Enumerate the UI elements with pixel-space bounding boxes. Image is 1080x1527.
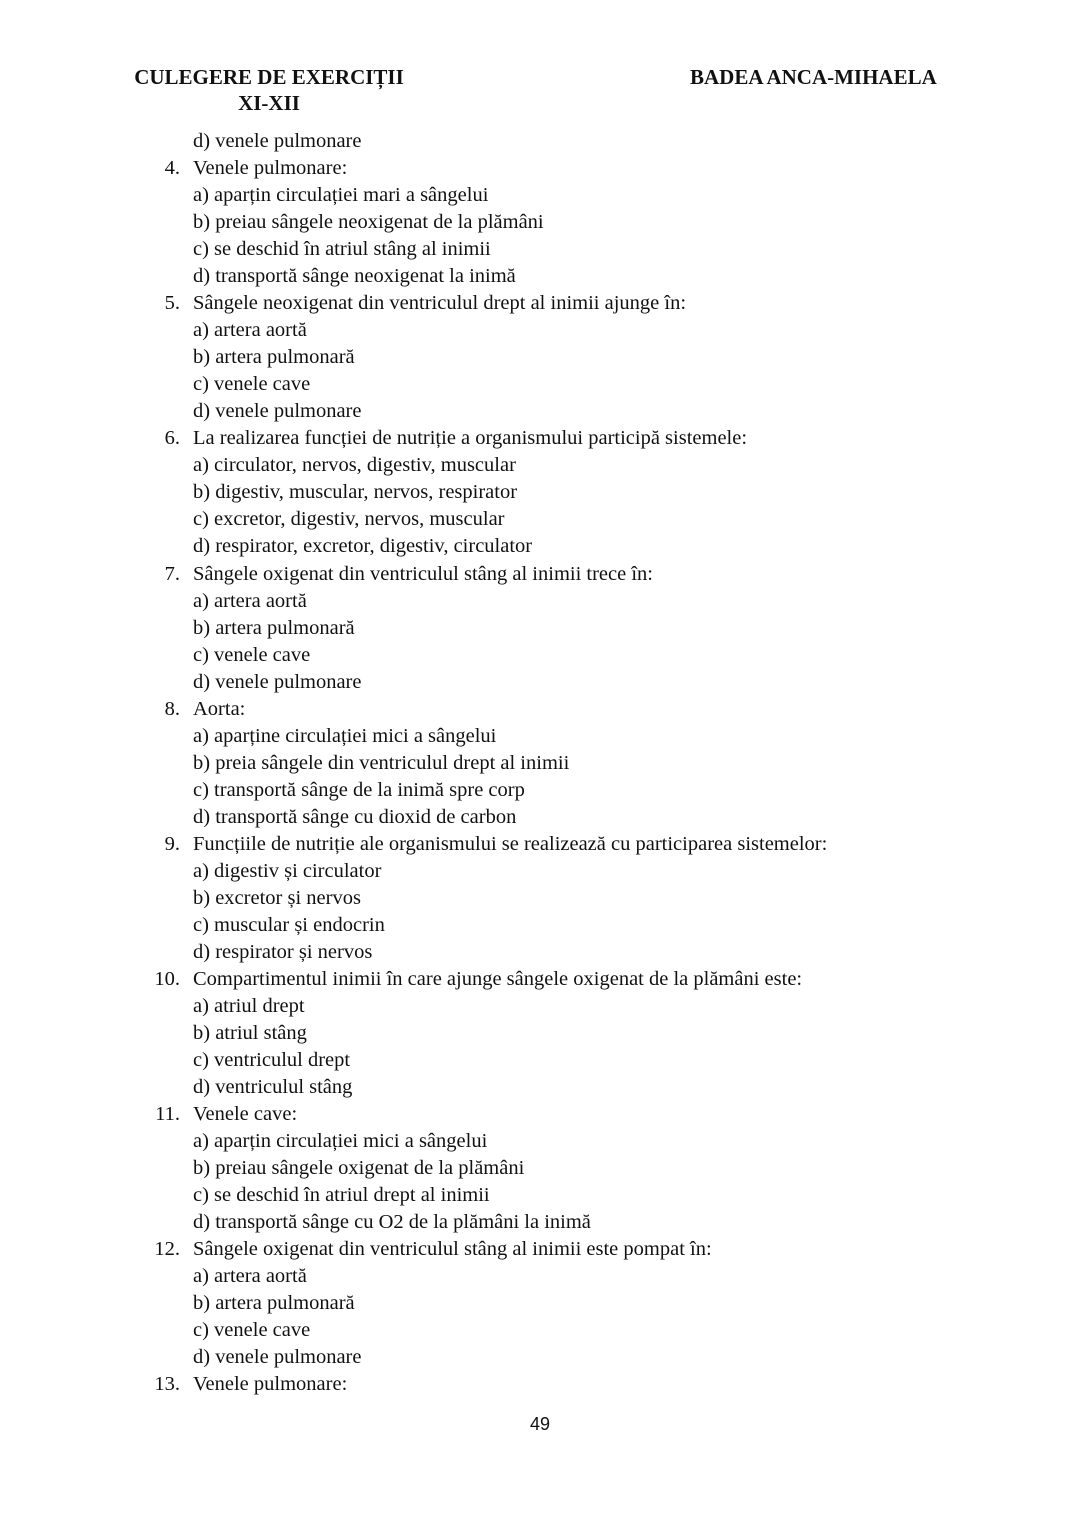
question-number: 10.: [154, 967, 180, 990]
answer-option: a) artera aortă: [193, 589, 307, 612]
answer-option: d) venele pulmonare: [193, 400, 362, 423]
answer-option: d) transportă sânge cu dioxid de carbon: [193, 805, 517, 828]
question-number: 5.: [164, 292, 180, 315]
question-number: 8.: [164, 697, 180, 720]
answer-option: d) venele pulmonare: [193, 1346, 362, 1369]
book-title: [128, 64, 410, 116]
answer-option: b) artera pulmonară: [193, 616, 355, 639]
answer-option: a) atriul drept: [193, 995, 305, 1017]
answer-option: d) respirator, excretor, digestiv, circulator: [193, 535, 533, 558]
answer-option: d) venele pulmonare: [193, 670, 362, 693]
answer-option: a) aparțin circulației mari a sângelui: [193, 184, 489, 207]
answer-option: c) ventriculul drept: [193, 1049, 351, 1072]
question-text: Venele pulmonare:: [193, 1373, 348, 1396]
answer-option: c) venele cave: [193, 373, 311, 396]
answer-option: b) preiau sângele neoxigenat de la plămâni: [193, 211, 544, 234]
answer-option: a) circulator, nervos, digestiv, muscular: [193, 454, 516, 477]
answer-option: d) ventriculul stâng: [193, 1076, 353, 1099]
answer-option: a) aparțin circulației mici a sângelui: [193, 1130, 488, 1153]
answer-option: c) venele cave: [193, 1319, 311, 1342]
answer-option: b) preia sângele din ventriculul drept al inimii: [193, 751, 570, 774]
question-11: [0, 1101, 1080, 1236]
question-text: Venele cave:: [193, 1103, 298, 1126]
question-text: Venele pulmonare:: [193, 157, 348, 180]
question-13: [0, 1371, 1080, 1398]
answer-option: c) se deschid în atriul drept al inimii: [193, 1184, 490, 1207]
answer-option: b) excretor și nervos: [193, 886, 361, 909]
answer-option: c) transportă sânge de la inimă spre corp: [193, 778, 525, 801]
question-text: La realizarea funcției de nutriție a organismului participă sistemele:: [193, 427, 748, 450]
question-10: [0, 966, 1080, 1101]
answer-option: d) venele pulmonare: [193, 130, 362, 152]
question-text: Sângele neoxigenat din ventriculul drept al inimii ajunge în:: [193, 292, 687, 315]
answer-option: d) respirator și nervos: [193, 940, 373, 963]
question-number: 13.: [154, 1373, 180, 1396]
answer-option: c) excretor, digestiv, nervos, muscular: [193, 508, 505, 531]
question-number: 4.: [164, 157, 180, 180]
question-text: Aorta:: [193, 697, 246, 720]
answer-option: a) aparține circulației mici a sângelui: [193, 724, 497, 747]
question-text: Sângele oxigenat din ventriculul stâng al inimii trece în:: [193, 562, 653, 585]
answer-option: b) artera pulmonară: [193, 346, 355, 369]
answer-option: d) transportă sânge neoxigenat la inimă: [193, 265, 516, 288]
question-9: [0, 831, 1080, 966]
question-8: [0, 696, 1080, 831]
question-7: [0, 561, 1080, 696]
question-6: [0, 425, 1080, 560]
question-12: [0, 1236, 1080, 1371]
question-4: [0, 155, 1080, 290]
book-title-line2: XI-XII: [238, 91, 300, 115]
answer-option: c) venele cave: [193, 643, 311, 666]
answer-option: a) artera aortă: [193, 1265, 307, 1288]
answer-option: b) atriul stâng: [193, 1022, 307, 1045]
question-number: 6.: [164, 427, 180, 450]
author-name: BADEA ANCA-MIHAELA: [690, 65, 937, 89]
question-number: 11.: [155, 1103, 180, 1126]
answer-option: c) muscular și endocrin: [193, 913, 385, 936]
question-text: Sângele oxigenat din ventriculul stâng al inimii este pompat în:: [193, 1238, 712, 1261]
answer-option: c) se deschid în atriul stâng al inimii: [193, 238, 491, 261]
answer-option: d) transportă sânge cu O2 de la plămâni la inimă: [193, 1211, 591, 1234]
book-title-line1: CULEGERE DE EXERCIȚII: [134, 65, 404, 89]
question-text: Funcțiile de nutriție ale organismului se realizează cu participarea sistemelor:: [193, 832, 828, 855]
answer-option: a) digestiv și circulator: [193, 859, 382, 882]
question-text: Compartimentul inimii în care ajunge sângele oxigenat de la plămâni este:: [193, 967, 803, 990]
page-number: 49: [529, 1414, 551, 1434]
answer-option: b) digestiv, muscular, nervos, respirator: [193, 481, 518, 504]
answer-option: b) artera pulmonară: [193, 1292, 355, 1315]
answer-option: b) preiau sângele oxigenat de la plămâni: [193, 1157, 525, 1180]
answer-option: a) artera aortă: [193, 319, 307, 342]
question-5: [0, 290, 1080, 425]
question-list: [0, 128, 1080, 1398]
question-number: 12.: [154, 1238, 180, 1261]
question-number: 7.: [164, 562, 180, 585]
question-number: 9.: [164, 832, 180, 855]
